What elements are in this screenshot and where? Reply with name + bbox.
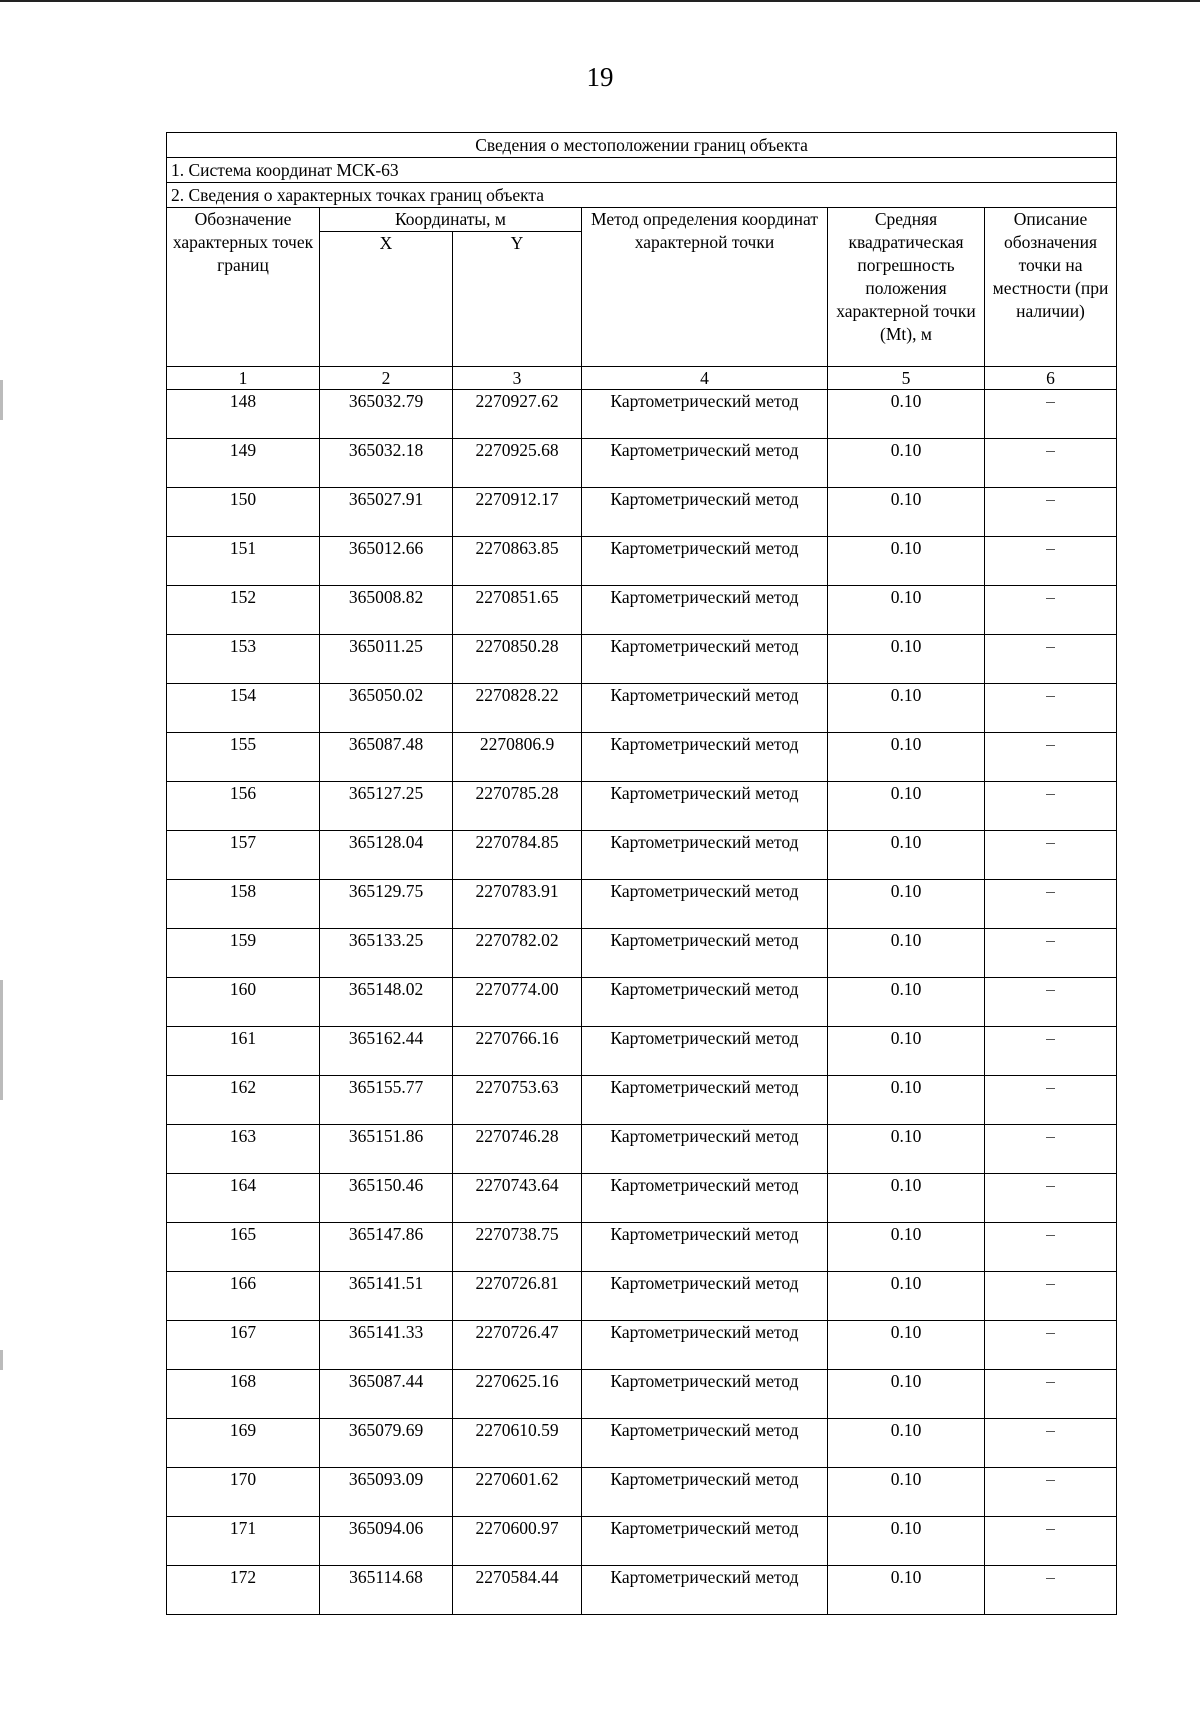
table-row <box>167 1272 1117 1321</box>
table-row <box>167 635 1117 684</box>
description-cell: – <box>985 929 1117 978</box>
description-cell: – <box>985 1076 1117 1125</box>
y-coordinate-cell: 2270738.75 <box>453 1223 582 1272</box>
column-number: 4 <box>582 367 828 390</box>
point-number-cell: 160 <box>167 978 320 1027</box>
point-number-cell: 171 <box>167 1517 320 1566</box>
description-cell: – <box>985 1370 1117 1419</box>
y-coordinate-cell: 2270584.44 <box>453 1566 582 1615</box>
mean-error-cell: 0.10 <box>828 1419 985 1468</box>
point-number-cell: 153 <box>167 635 320 684</box>
header-description: Описание обозначения точки на местности (при наличии) <box>985 208 1117 367</box>
y-coordinate-cell: 2270600.97 <box>453 1517 582 1566</box>
description-cell: – <box>985 439 1117 488</box>
method-cell: Картометрический метод <box>582 1174 828 1223</box>
method-cell: Картометрический метод <box>582 1223 828 1272</box>
section-1-label: 1. Система координат МСК-63 <box>167 158 1117 183</box>
point-number-cell: 167 <box>167 1321 320 1370</box>
method-cell: Картометрический метод <box>582 782 828 831</box>
point-number-cell: 148 <box>167 390 320 439</box>
description-cell: – <box>985 733 1117 782</box>
point-number-cell: 155 <box>167 733 320 782</box>
x-coordinate-cell: 365141.51 <box>320 1272 453 1321</box>
method-cell: Картометрический метод <box>582 1468 828 1517</box>
point-number-cell: 157 <box>167 831 320 880</box>
y-coordinate-cell: 2270782.02 <box>453 929 582 978</box>
y-coordinate-cell: 2270625.16 <box>453 1370 582 1419</box>
x-coordinate-cell: 365011.25 <box>320 635 453 684</box>
mean-error-cell: 0.10 <box>828 439 985 488</box>
description-cell: – <box>985 1566 1117 1615</box>
table-row <box>167 1223 1117 1272</box>
table-row <box>167 586 1117 635</box>
section-2-row <box>167 183 1117 208</box>
mean-error-cell: 0.10 <box>828 1517 985 1566</box>
x-coordinate-cell: 365032.18 <box>320 439 453 488</box>
method-cell: Картометрический метод <box>582 1027 828 1076</box>
column-number-row <box>167 367 1117 390</box>
x-coordinate-cell: 365162.44 <box>320 1027 453 1076</box>
description-cell: – <box>985 831 1117 880</box>
column-number: 6 <box>985 367 1117 390</box>
point-number-cell: 172 <box>167 1566 320 1615</box>
x-coordinate-cell: 365012.66 <box>320 537 453 586</box>
point-number-cell: 152 <box>167 586 320 635</box>
x-coordinate-cell: 365094.06 <box>320 1517 453 1566</box>
x-coordinate-cell: 365133.25 <box>320 929 453 978</box>
table-row <box>167 1419 1117 1468</box>
header-point-designation: Обозначение характерных точек границ <box>167 208 320 367</box>
table-row <box>167 1174 1117 1223</box>
method-cell: Картометрический метод <box>582 1566 828 1615</box>
description-cell: – <box>985 1223 1117 1272</box>
header-coordinates: Координаты, м <box>320 208 582 232</box>
x-coordinate-cell: 365093.09 <box>320 1468 453 1517</box>
point-number-cell: 165 <box>167 1223 320 1272</box>
column-number: 3 <box>453 367 582 390</box>
table-row <box>167 439 1117 488</box>
mean-error-cell: 0.10 <box>828 1125 985 1174</box>
y-coordinate-cell: 2270783.91 <box>453 880 582 929</box>
x-coordinate-cell: 365155.77 <box>320 1076 453 1125</box>
method-cell: Картометрический метод <box>582 1321 828 1370</box>
table-row <box>167 1076 1117 1125</box>
mean-error-cell: 0.10 <box>828 978 985 1027</box>
header-y: Y <box>453 232 582 367</box>
mean-error-cell: 0.10 <box>828 390 985 439</box>
description-cell: – <box>985 1027 1117 1076</box>
y-coordinate-cell: 2270743.64 <box>453 1174 582 1223</box>
mean-error-cell: 0.10 <box>828 831 985 880</box>
scan-artifact <box>0 1350 3 1370</box>
scan-artifact <box>0 980 3 1100</box>
table-row <box>167 782 1117 831</box>
table-row <box>167 1517 1117 1566</box>
y-coordinate-cell: 2270828.22 <box>453 684 582 733</box>
description-cell: – <box>985 978 1117 1027</box>
point-number-cell: 170 <box>167 1468 320 1517</box>
table-row <box>167 880 1117 929</box>
mean-error-cell: 0.10 <box>828 1566 985 1615</box>
method-cell: Картометрический метод <box>582 733 828 782</box>
point-number-cell: 163 <box>167 1125 320 1174</box>
mean-error-cell: 0.10 <box>828 537 985 586</box>
table-row <box>167 1321 1117 1370</box>
method-cell: Картометрический метод <box>582 1076 828 1125</box>
y-coordinate-cell: 2270927.62 <box>453 390 582 439</box>
y-coordinate-cell: 2270601.62 <box>453 1468 582 1517</box>
method-cell: Картометрический метод <box>582 390 828 439</box>
point-number-cell: 169 <box>167 1419 320 1468</box>
point-number-cell: 150 <box>167 488 320 537</box>
y-coordinate-cell: 2270766.16 <box>453 1027 582 1076</box>
boundary-points-table <box>166 132 1117 1615</box>
header-x: X <box>320 232 453 367</box>
point-number-cell: 162 <box>167 1076 320 1125</box>
point-number-cell: 159 <box>167 929 320 978</box>
table-row <box>167 537 1117 586</box>
header-mean-error: Средняя квадратическая погрешность положения характерной точки (Mt), м <box>828 208 985 367</box>
header-row <box>167 208 1117 232</box>
x-coordinate-cell: 365087.44 <box>320 1370 453 1419</box>
table-row <box>167 978 1117 1027</box>
x-coordinate-cell: 365079.69 <box>320 1419 453 1468</box>
mean-error-cell: 0.10 <box>828 586 985 635</box>
description-cell: – <box>985 586 1117 635</box>
x-coordinate-cell: 365129.75 <box>320 880 453 929</box>
section-2-label: 2. Сведения о характерных точках границ объекта <box>167 183 1117 208</box>
column-number: 1 <box>167 367 320 390</box>
y-coordinate-cell: 2270774.00 <box>453 978 582 1027</box>
mean-error-cell: 0.10 <box>828 1174 985 1223</box>
mean-error-cell: 0.10 <box>828 1468 985 1517</box>
method-cell: Картометрический метод <box>582 880 828 929</box>
method-cell: Картометрический метод <box>582 1272 828 1321</box>
mean-error-cell: 0.10 <box>828 1223 985 1272</box>
x-coordinate-cell: 365087.48 <box>320 733 453 782</box>
y-coordinate-cell: 2270726.47 <box>453 1321 582 1370</box>
description-cell: – <box>985 1125 1117 1174</box>
description-cell: – <box>985 1272 1117 1321</box>
header-method: Метод определения координат характерной точки <box>582 208 828 367</box>
x-coordinate-cell: 365128.04 <box>320 831 453 880</box>
description-cell: – <box>985 1174 1117 1223</box>
description-cell: – <box>985 537 1117 586</box>
description-cell: – <box>985 1517 1117 1566</box>
point-number-cell: 154 <box>167 684 320 733</box>
method-cell: Картометрический метод <box>582 831 828 880</box>
table-row <box>167 1125 1117 1174</box>
y-coordinate-cell: 2270850.28 <box>453 635 582 684</box>
description-cell: – <box>985 1321 1117 1370</box>
description-cell: – <box>985 1419 1117 1468</box>
table-row <box>167 1468 1117 1517</box>
mean-error-cell: 0.10 <box>828 1321 985 1370</box>
point-number-cell: 151 <box>167 537 320 586</box>
method-cell: Картометрический метод <box>582 929 828 978</box>
method-cell: Картометрический метод <box>582 1125 828 1174</box>
mean-error-cell: 0.10 <box>828 1076 985 1125</box>
method-cell: Картометрический метод <box>582 978 828 1027</box>
table-row <box>167 733 1117 782</box>
section-1-row <box>167 158 1117 183</box>
x-coordinate-cell: 365127.25 <box>320 782 453 831</box>
method-cell: Картометрический метод <box>582 537 828 586</box>
y-coordinate-cell: 2270753.63 <box>453 1076 582 1125</box>
y-coordinate-cell: 2270851.65 <box>453 586 582 635</box>
x-coordinate-cell: 365151.86 <box>320 1125 453 1174</box>
y-coordinate-cell: 2270746.28 <box>453 1125 582 1174</box>
x-coordinate-cell: 365050.02 <box>320 684 453 733</box>
table-row <box>167 1566 1117 1615</box>
description-cell: – <box>985 880 1117 929</box>
page-number: 19 <box>586 62 614 92</box>
mean-error-cell: 0.10 <box>828 684 985 733</box>
point-number-cell: 156 <box>167 782 320 831</box>
table-row <box>167 684 1117 733</box>
mean-error-cell: 0.10 <box>828 488 985 537</box>
method-cell: Картометрический метод <box>582 586 828 635</box>
mean-error-cell: 0.10 <box>828 782 985 831</box>
description-cell: – <box>985 1468 1117 1517</box>
point-number-cell: 149 <box>167 439 320 488</box>
y-coordinate-cell: 2270806.9 <box>453 733 582 782</box>
x-coordinate-cell: 365147.86 <box>320 1223 453 1272</box>
mean-error-cell: 0.10 <box>828 1027 985 1076</box>
column-number: 5 <box>828 367 985 390</box>
table-row <box>167 488 1117 537</box>
description-cell: – <box>985 684 1117 733</box>
method-cell: Картометрический метод <box>582 635 828 684</box>
table-title-row <box>167 133 1117 158</box>
point-number-cell: 166 <box>167 1272 320 1321</box>
table-row <box>167 1370 1117 1419</box>
mean-error-cell: 0.10 <box>828 1272 985 1321</box>
scan-artifact <box>0 380 3 420</box>
method-cell: Картометрический метод <box>582 1419 828 1468</box>
y-coordinate-cell: 2270610.59 <box>453 1419 582 1468</box>
mean-error-cell: 0.10 <box>828 733 985 782</box>
y-coordinate-cell: 2270726.81 <box>453 1272 582 1321</box>
y-coordinate-cell: 2270784.85 <box>453 831 582 880</box>
point-number-cell: 158 <box>167 880 320 929</box>
scan-border-line <box>0 0 1200 6</box>
description-cell: – <box>985 782 1117 831</box>
table-row <box>167 1027 1117 1076</box>
mean-error-cell: 0.10 <box>828 635 985 684</box>
x-coordinate-cell: 365008.82 <box>320 586 453 635</box>
table-row <box>167 929 1117 978</box>
mean-error-cell: 0.10 <box>828 1370 985 1419</box>
x-coordinate-cell: 365114.68 <box>320 1566 453 1615</box>
point-number-cell: 161 <box>167 1027 320 1076</box>
y-coordinate-cell: 2270785.28 <box>453 782 582 831</box>
x-coordinate-cell: 365141.33 <box>320 1321 453 1370</box>
mean-error-cell: 0.10 <box>828 880 985 929</box>
x-coordinate-cell: 365032.79 <box>320 390 453 439</box>
table-row <box>167 390 1117 439</box>
mean-error-cell: 0.10 <box>828 929 985 978</box>
method-cell: Картометрический метод <box>582 439 828 488</box>
description-cell: – <box>985 488 1117 537</box>
y-coordinate-cell: 2270863.85 <box>453 537 582 586</box>
y-coordinate-cell: 2270912.17 <box>453 488 582 537</box>
description-cell: – <box>985 390 1117 439</box>
y-coordinate-cell: 2270925.68 <box>453 439 582 488</box>
table-title: Сведения о местоположении границ объекта <box>167 133 1117 158</box>
method-cell: Картометрический метод <box>582 488 828 537</box>
x-coordinate-cell: 365150.46 <box>320 1174 453 1223</box>
x-coordinate-cell: 365027.91 <box>320 488 453 537</box>
description-cell: – <box>985 635 1117 684</box>
method-cell: Картометрический метод <box>582 1370 828 1419</box>
point-number-cell: 164 <box>167 1174 320 1223</box>
method-cell: Картометрический метод <box>582 1517 828 1566</box>
x-coordinate-cell: 365148.02 <box>320 978 453 1027</box>
column-number: 2 <box>320 367 453 390</box>
method-cell: Картометрический метод <box>582 684 828 733</box>
point-number-cell: 168 <box>167 1370 320 1419</box>
table-row <box>167 831 1117 880</box>
